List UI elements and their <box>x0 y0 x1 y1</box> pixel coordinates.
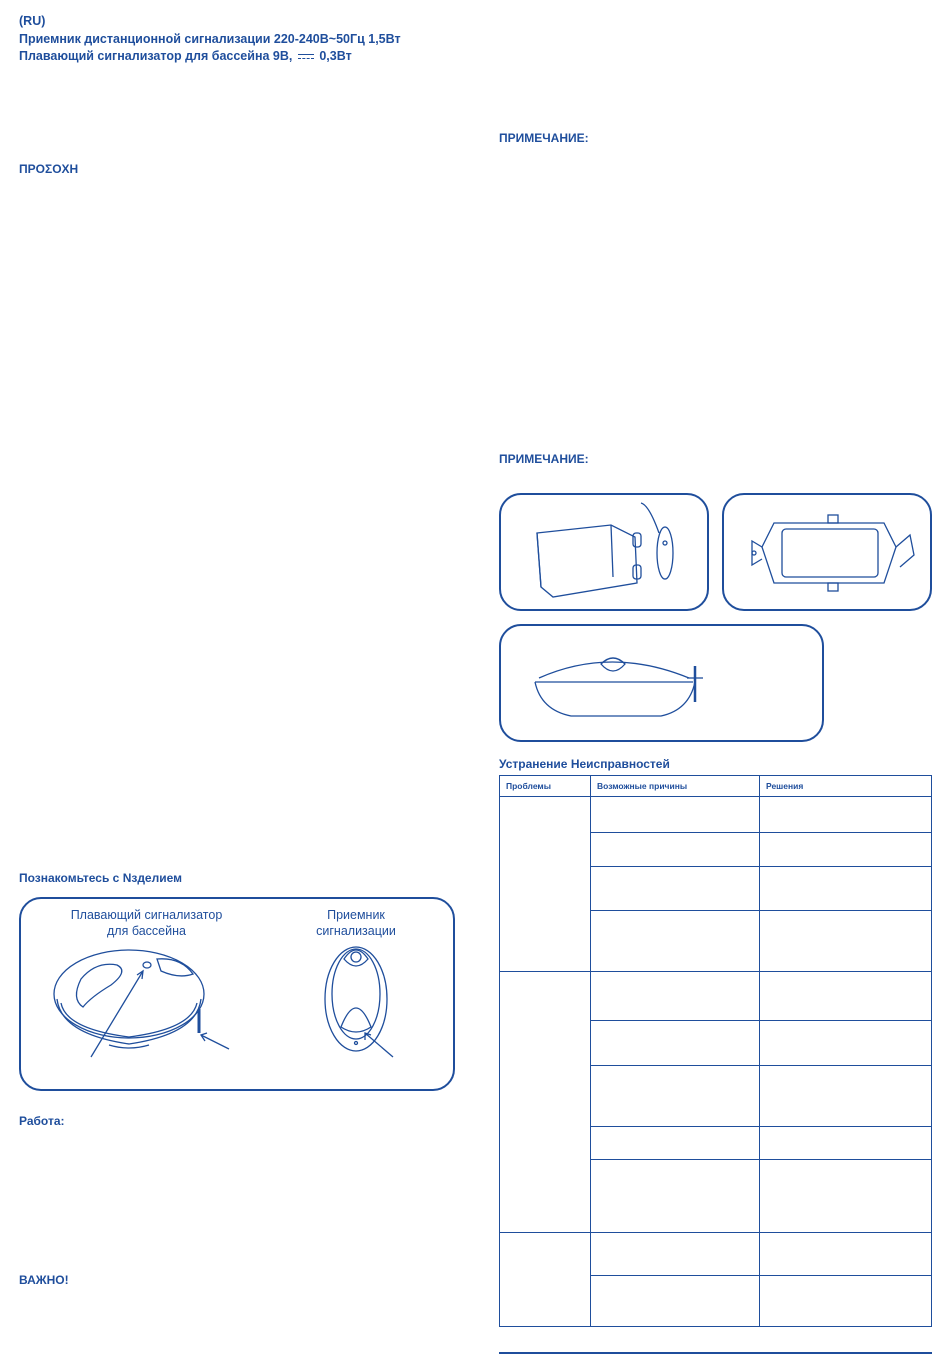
language-code: (RU) <box>19 14 46 28</box>
receiver-box-drawing <box>501 495 707 609</box>
bottom-divider <box>499 1352 932 1354</box>
cause-cell <box>591 1160 760 1233</box>
table-row <box>500 797 932 833</box>
cause-cell <box>591 867 760 911</box>
cause-cell <box>591 1066 760 1127</box>
float-spec-line <box>19 49 352 64</box>
table-header-row <box>500 776 932 797</box>
table-row <box>500 972 932 1021</box>
col-causes-header: Возможные причины <box>591 776 760 797</box>
solution-cell <box>760 1066 932 1127</box>
solution-cell <box>760 867 932 911</box>
note-heading-1: ПРИМЕЧАНИЕ: <box>499 131 589 145</box>
meet-product-heading: Познакомьтесь с Nзделием <box>19 871 183 885</box>
cause-cell <box>591 1021 760 1066</box>
product-overview-figure <box>19 897 455 1091</box>
cause-cell <box>591 1276 760 1327</box>
col-solutions-header: Решения <box>760 776 932 797</box>
cause-cell <box>591 1233 760 1276</box>
col-problems-header: Проблемы <box>500 776 591 797</box>
float-spec-power: 0,3Вт <box>319 49 352 63</box>
cause-cell <box>591 797 760 833</box>
troubleshooting-heading: Устранение Неисправностей <box>499 757 670 771</box>
float-and-receiver-drawing <box>21 899 453 1089</box>
note-heading-2: ПРИМЕЧАНИЕ: <box>499 452 589 466</box>
receiver-wall-mount-figure <box>499 493 709 611</box>
operation-heading: Работа: <box>19 1114 65 1128</box>
problem-cell <box>500 1233 591 1327</box>
table-row <box>500 1233 932 1276</box>
caution-heading: ΠΡΟΣΟΧΗ <box>19 162 79 176</box>
cause-cell <box>591 911 760 972</box>
cause-cell <box>591 972 760 1021</box>
solution-cell <box>760 1276 932 1327</box>
solution-cell <box>760 1021 932 1066</box>
solution-cell <box>760 911 932 972</box>
receiver-back-drawing <box>724 495 930 609</box>
solution-cell <box>760 1160 932 1233</box>
solution-cell <box>760 797 932 833</box>
important-heading: ВАЖНО! <box>19 1273 69 1287</box>
solution-cell <box>760 1233 932 1276</box>
float-side-drawing <box>501 626 822 740</box>
float-alarm-label: Плавающий сигнализатор для бассейна <box>70 908 223 938</box>
problem-cell <box>500 797 591 972</box>
solution-cell <box>760 972 932 1021</box>
receiver-back-figure <box>722 493 932 611</box>
cause-cell <box>591 1127 760 1160</box>
solution-cell <box>760 833 932 867</box>
solution-cell <box>760 1127 932 1160</box>
receiver-spec-line: Приемник дистанционной сигнализации 220-240В~50Гц 1,5Вт <box>19 32 401 46</box>
dc-symbol-icon <box>298 54 314 60</box>
troubleshooting-table <box>499 775 932 1327</box>
problem-cell <box>500 972 591 1233</box>
float-spec-text: Плавающий сигнализатор для бассейна 9В, <box>19 49 293 63</box>
cause-cell <box>591 833 760 867</box>
float-side-figure <box>499 624 824 742</box>
receiver-label: Приемник сигнализации <box>316 908 396 938</box>
